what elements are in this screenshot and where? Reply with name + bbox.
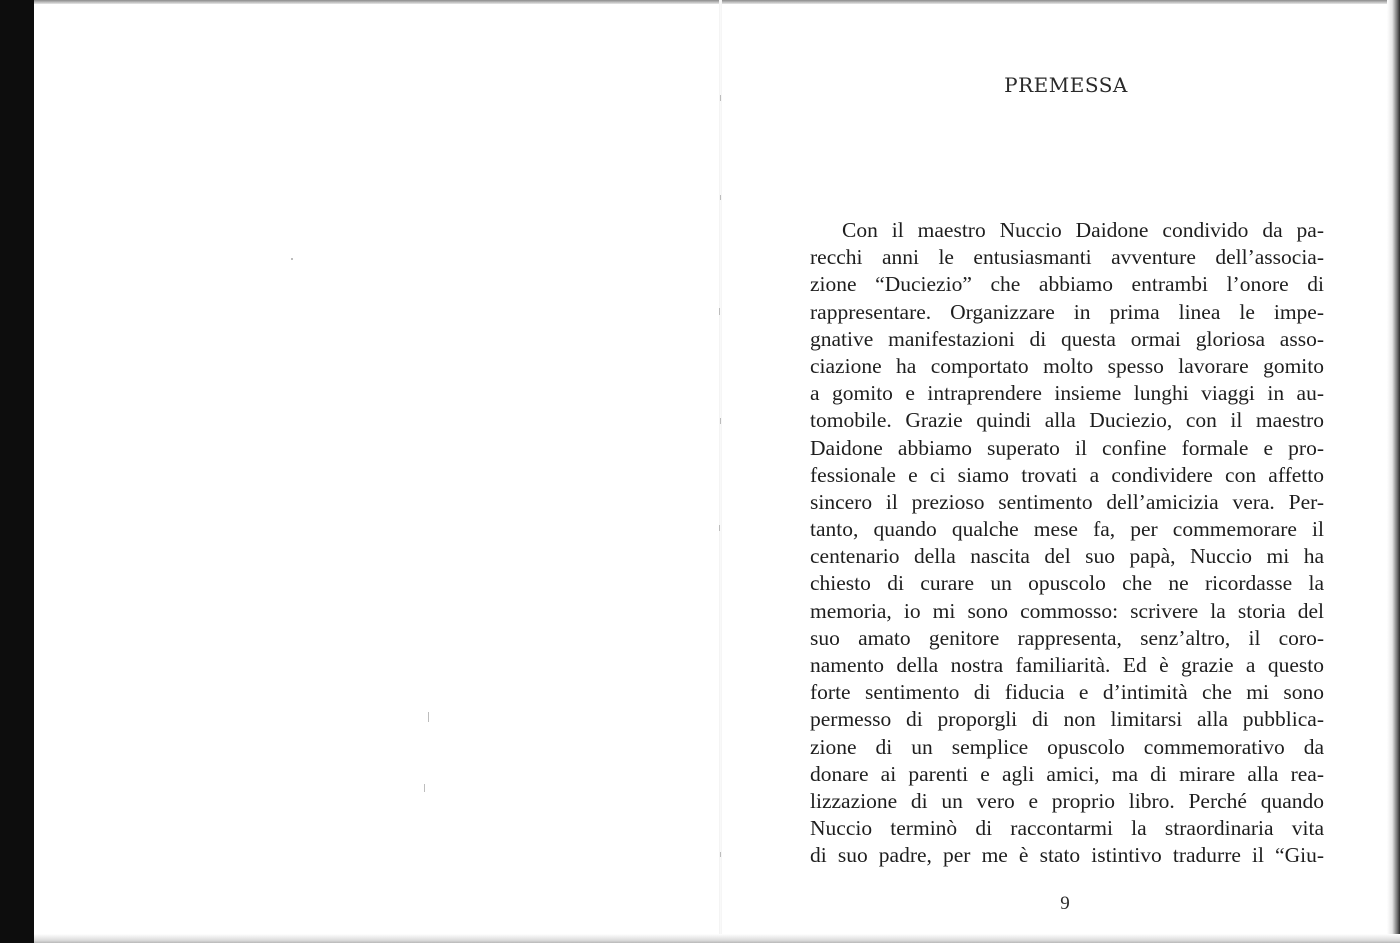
scan-top-edge <box>34 0 1400 4</box>
scan-speck <box>720 95 721 101</box>
scan-speck <box>720 195 721 200</box>
scan-speck <box>291 258 293 260</box>
text-line: tomobile. Grazie quindi alla Duciezio, con il maestro <box>810 408 1324 433</box>
text-line: zione di un semplice opuscolo commemorativo da <box>810 734 1324 759</box>
text-line: a gomito e intraprendere insieme lunghi viaggi in au- <box>810 381 1324 406</box>
text-line: rappresentare. Organizzare in prima linea le impe- <box>810 299 1324 324</box>
text-line: ciazione ha comportato molto spesso lavorare gomito <box>810 353 1324 378</box>
scan-right-edge <box>1387 0 1400 943</box>
text-line: donare ai parenti e agli amici, ma di mirare alla rea- <box>810 761 1324 786</box>
text-line: centenario della nascita del suo papà, Nuccio mi ha <box>810 544 1324 569</box>
scan-speck <box>424 784 425 792</box>
text-line: permesso di proporgli di non limitarsi alla pubblica- <box>810 707 1324 732</box>
body-paragraph <box>810 217 1324 870</box>
text-line: fessionale e ci siamo trovati a condividere con affetto <box>810 462 1324 487</box>
scan-speck <box>720 418 721 424</box>
scan-speck <box>719 525 720 531</box>
text-line: Con il maestro Nuccio Daidone condivido da pa- <box>842 218 1324 242</box>
text-line: recchi anni le entusiasmanti avventure dell’associa- <box>810 245 1324 270</box>
text-line: gnative manifestazioni di questa ormai gloriosa asso- <box>810 326 1324 351</box>
text-line: zione “Duciezio” che abbiamo entrambi l’onore di <box>810 272 1324 297</box>
text-line: namento della nostra familiarità. Ed è grazie a questo <box>810 653 1324 677</box>
page-heading: PREMESSA <box>1004 73 1128 97</box>
text-line: forte sentimento di fiducia e d’intimità che mi sono <box>810 680 1324 705</box>
text-line: suo amato genitore rappresenta, senz’altro, il coro- <box>810 625 1324 650</box>
text-line: chiesto di curare un opuscolo che ne ricordasse la <box>810 571 1324 596</box>
text-line: lizzazione di un vero e proprio libro. Perché quando <box>810 788 1324 813</box>
scan-left-edge <box>0 0 34 943</box>
left-page <box>34 0 720 943</box>
text-line: di suo padre, per me è stato istintivo tradurre il “Giu- <box>810 843 1324 868</box>
scan-speck <box>720 852 721 857</box>
scan-speck <box>428 712 429 722</box>
text-line: Daidone abbiamo superato il confine formale e pro- <box>810 435 1324 460</box>
book-gutter <box>719 0 722 943</box>
page-number: 9 <box>1060 893 1070 914</box>
text-line: memoria, io mi sono commosso: scrivere la storia del <box>810 598 1324 623</box>
scan-bottom-edge <box>34 934 1400 943</box>
text-line: sincero il prezioso sentimento dell’amicizia vera. Per- <box>810 489 1324 514</box>
scan-speck <box>719 308 720 315</box>
text-line: tanto, quando qualche mese fa, per commemorare il <box>810 517 1324 542</box>
text-line: Nuccio terminò di raccontarmi la straordinaria vita <box>810 816 1324 841</box>
